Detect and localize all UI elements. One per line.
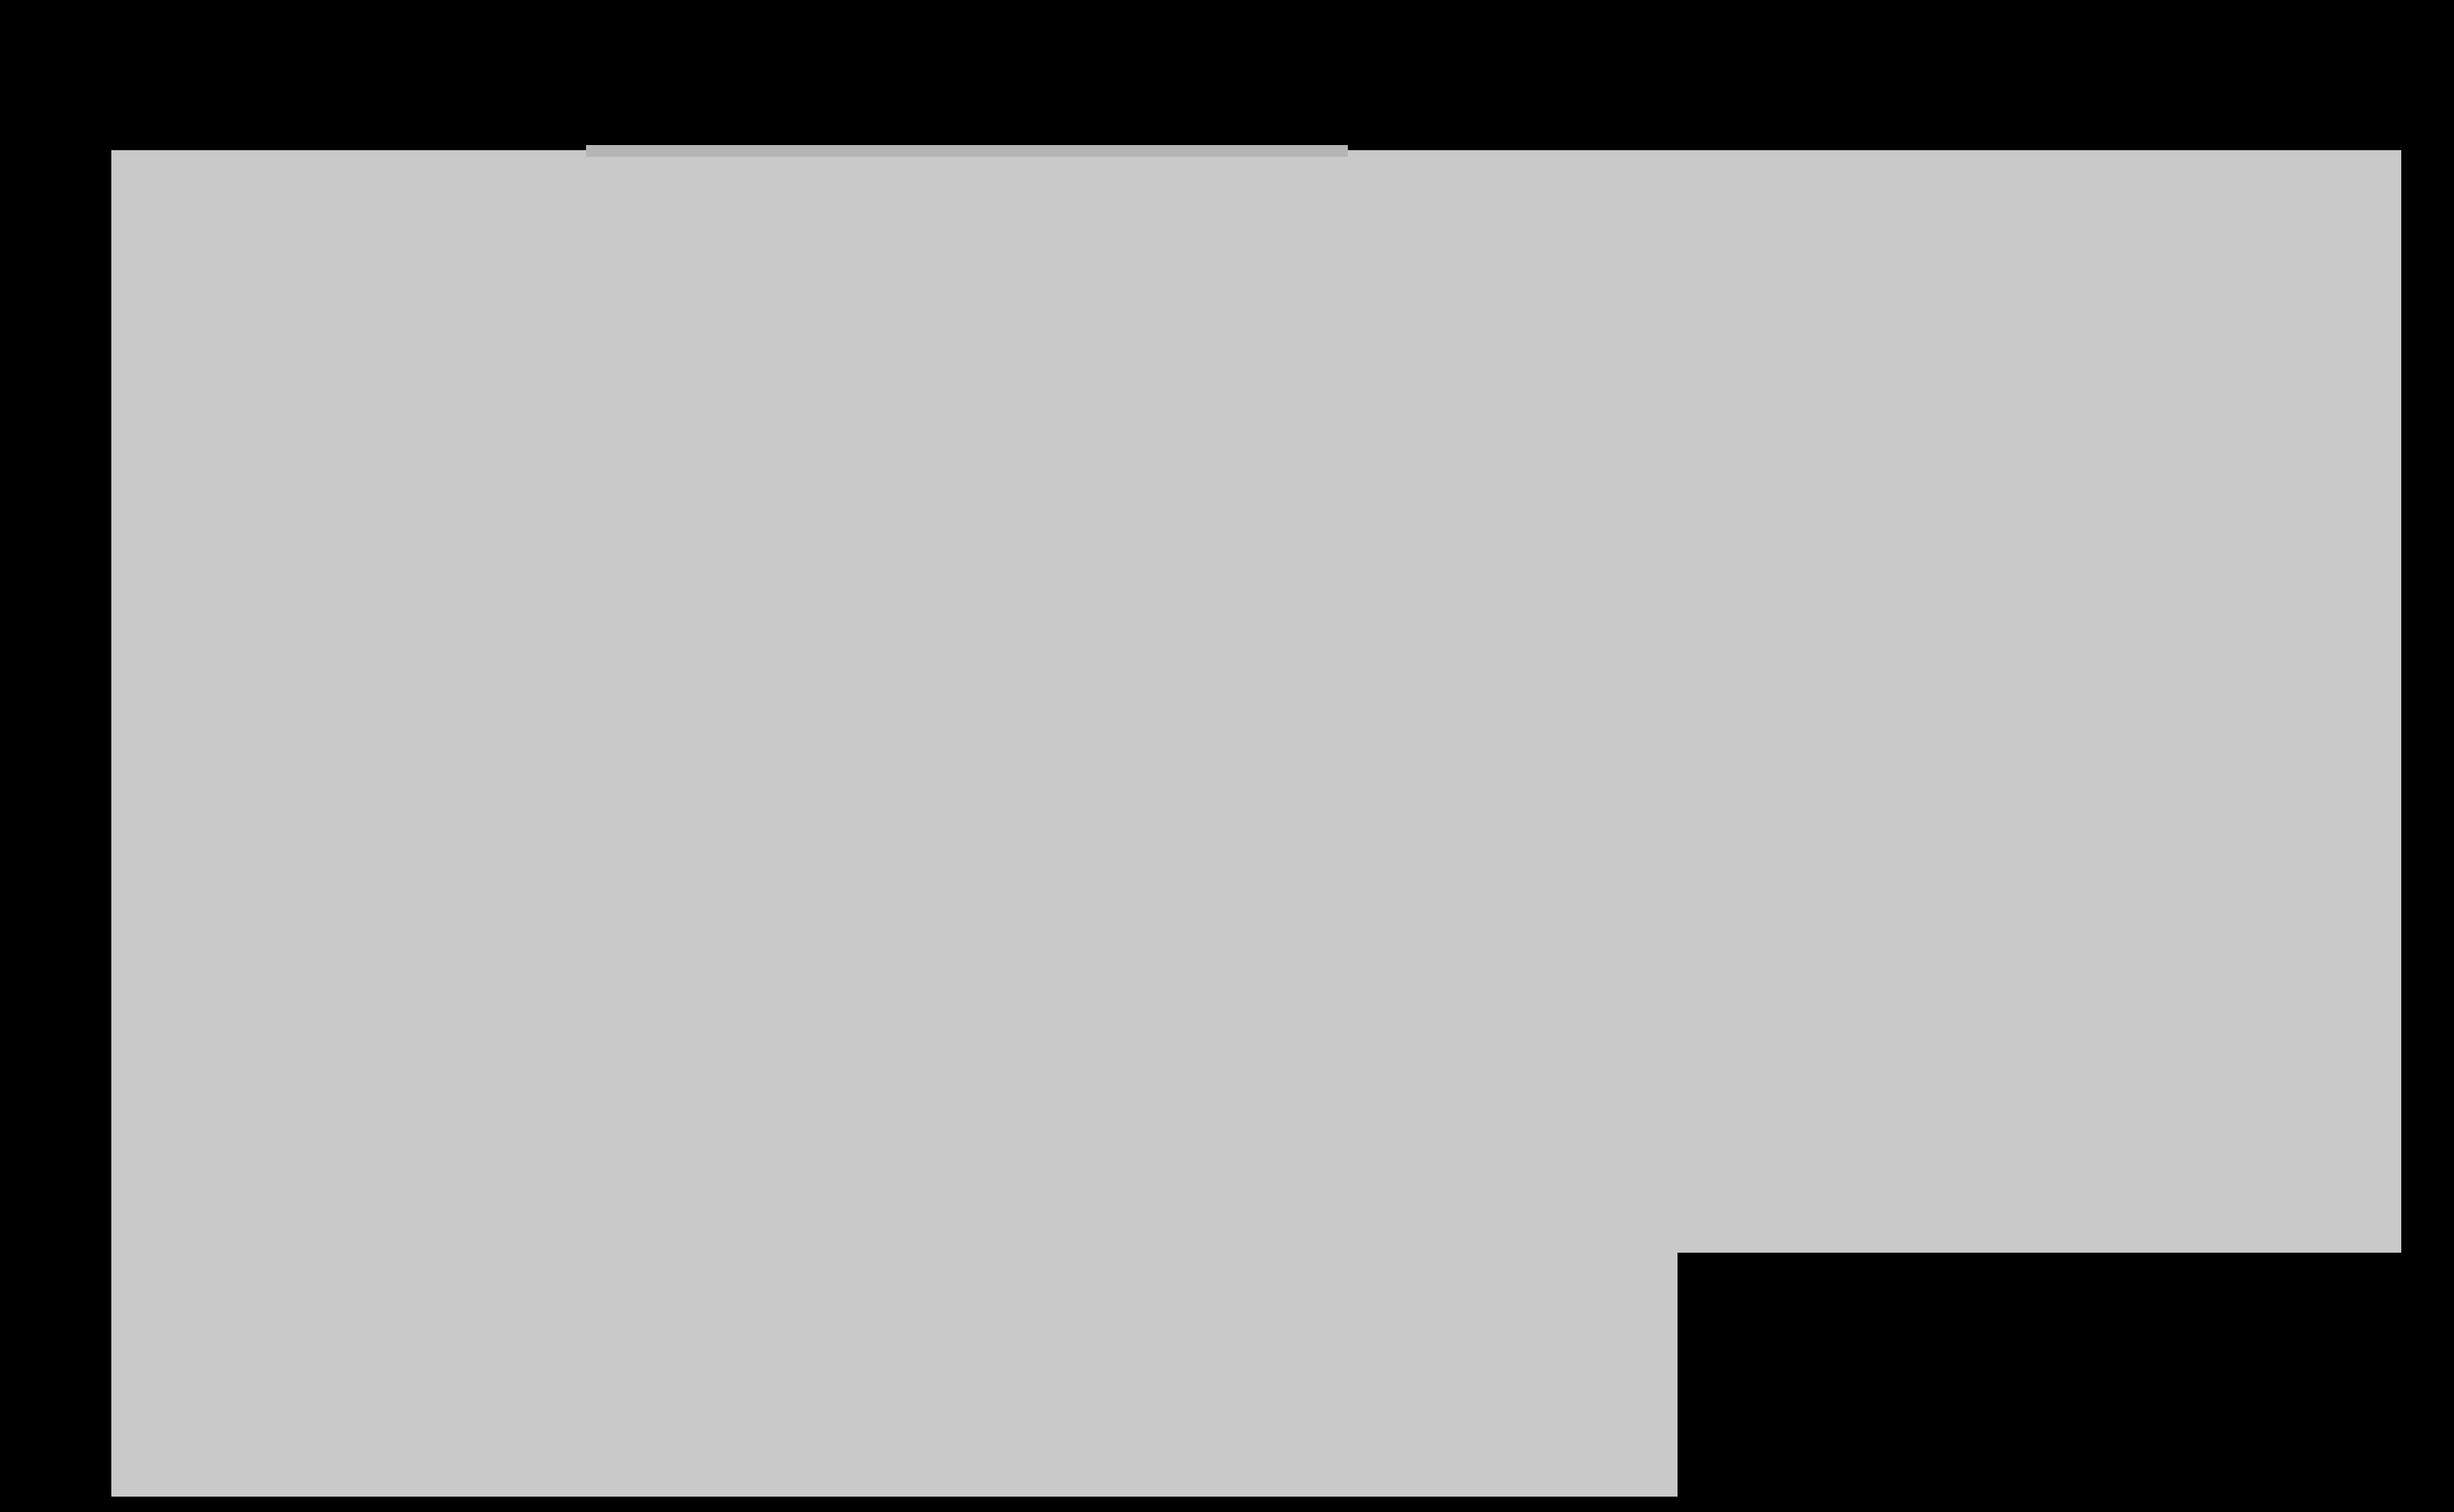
folded-corner: [1678, 1253, 2454, 1512]
